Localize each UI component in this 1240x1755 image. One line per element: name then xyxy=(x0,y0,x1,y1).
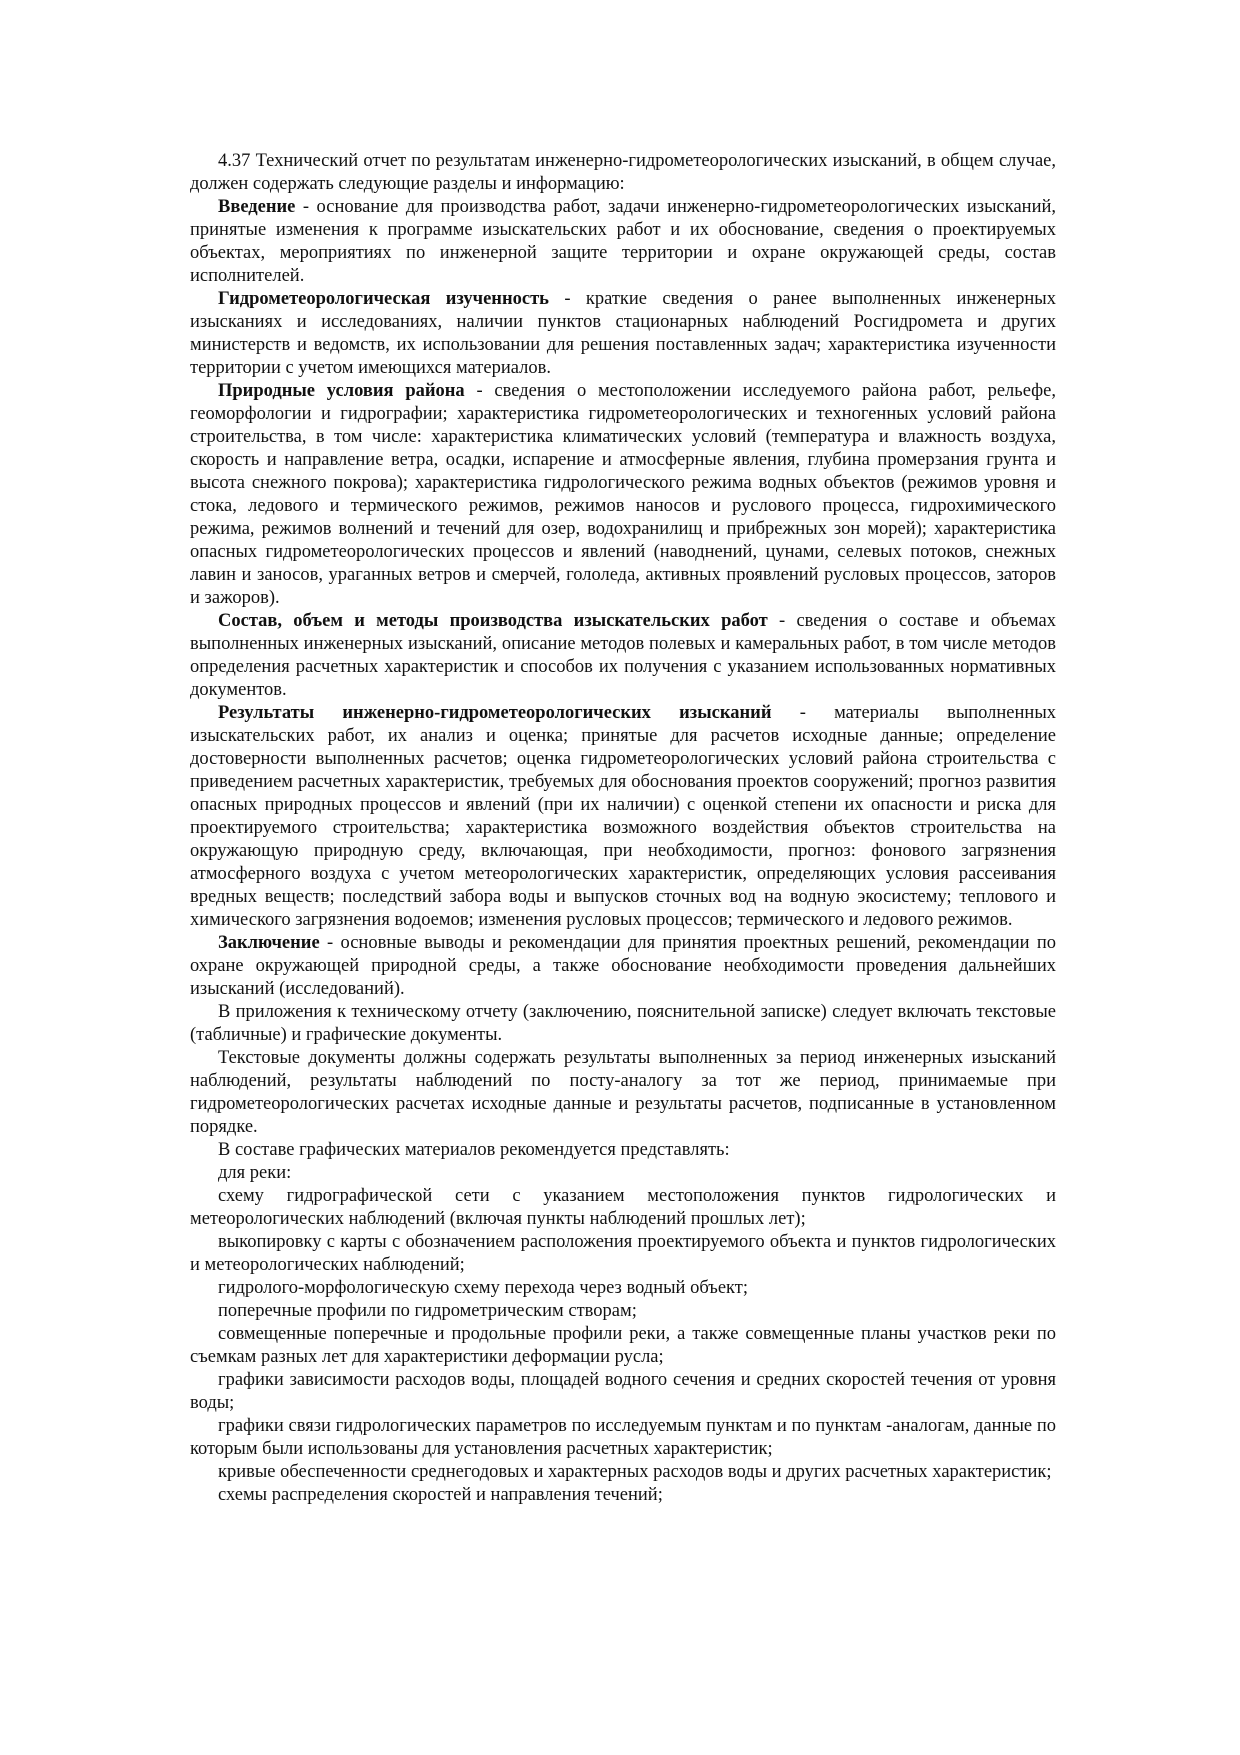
document-page xyxy=(190,150,1056,1507)
paragraph-text: поперечные профили по гидрометрическим створам; xyxy=(218,1301,637,1321)
paragraph-lead: Природные условия района xyxy=(218,381,465,401)
paragraph-graphic-materials xyxy=(190,1139,1056,1162)
paragraph-text: В приложения к техническому отчету (заключению, пояснительной записке) следует включать текстовые (табличные) и графические документы. xyxy=(190,1002,1056,1045)
list-item xyxy=(190,1369,1056,1415)
list-item xyxy=(190,1484,1056,1507)
list-item xyxy=(190,1231,1056,1277)
paragraph-text: 4.37 Технический отчет по результатам инженерно-гидрометеорологических изысканий, в общем случае, должен содержать следующие разделы и информацию: xyxy=(190,151,1056,194)
paragraph-text: - основные выводы и рекомендации для принятия проектных решений, рекомендации по охране окружающей природной среды, а также обоснование необходимости проведения дальнейших изысканий (исследований). xyxy=(190,933,1056,999)
paragraph-natural-conditions xyxy=(190,380,1056,610)
paragraph-text: В составе графических материалов рекомендуется представлять: xyxy=(218,1140,730,1160)
list-item xyxy=(190,1415,1056,1461)
paragraph-lead: Гидрометеорологическая изученность xyxy=(218,289,549,309)
paragraph-text: графики зависимости расходов воды, площадей водного сечения и средних скоростей течения от уровня воды; xyxy=(190,1370,1056,1413)
list-item xyxy=(190,1461,1056,1484)
paragraph-lead: Состав, объем и методы производства изыскательских работ xyxy=(218,611,768,631)
paragraph-hydromet-study xyxy=(190,288,1056,380)
paragraph-lead: Заключение xyxy=(218,933,320,953)
paragraph-for-river xyxy=(190,1162,1056,1185)
paragraph-text: кривые обеспеченности среднегодовых и характерных расходов воды и других расчетных характеристик; xyxy=(218,1462,1052,1482)
paragraph-text: графики связи гидрологических параметров по исследуемым пунктам и по пунктам -аналогам, данные по которым были использованы для установления расчетных характеристик; xyxy=(190,1416,1056,1459)
list-item xyxy=(190,1185,1056,1231)
paragraph-text: - сведения о местоположении исследуемого района работ, рельефе, геоморфологии и гидрографии; характеристика гидрометеорологических и техногенных условий района строительства, в том числе: характеристика климатических условий (температура и влажность воздуха, скорость и направление ветра, осадки, испарение и атмосферные явления, глубина промерзания грунта и высота снежного покрова); характеристика гидрологического режима водных объектов (режимов уровня и стока, ледового и термического режимов, режимов наносов и руслового процесса, гидрохимического режима, режимов волнений и течений для озер, водохранилищ и прибрежных зон морей); характеристика опасных гидрометеорологических процессов и явлений (наводнений, цунами, селевых потоков, снежных лавин и заносов, ураганных ветров и смерчей, гололеда, активных проявлений русловых процессов, заторов и зажоров). xyxy=(190,381,1056,608)
paragraph-text: выкопировку с карты с обозначением расположения проектируемого объекта и пунктов гидрологических и метеорологических наблюдений; xyxy=(190,1232,1056,1275)
paragraph-conclusion xyxy=(190,932,1056,1001)
paragraph-appendices xyxy=(190,1001,1056,1047)
paragraph-text: схему гидрографической сети с указанием местоположения пунктов гидрологических и метеорологических наблюдений (включая пункты наблюдений прошлых лет); xyxy=(190,1186,1056,1229)
paragraph-text: схемы распределения скоростей и направления течений; xyxy=(218,1485,663,1505)
paragraph-text: - сведения о составе и объемах выполненных инженерных изысканий, описание методов полевых и камеральных работ, в том числе методов определения расчетных характеристик и способов их получения с указанием использованных нормативных документов. xyxy=(190,611,1056,700)
paragraph-text: совмещенные поперечные и продольные профили реки, а также совмещенные планы участков реки по съемкам разных лет для характеристики деформации русла; xyxy=(190,1324,1056,1367)
list-item xyxy=(190,1300,1056,1323)
paragraph-introduction xyxy=(190,196,1056,288)
paragraph-results xyxy=(190,702,1056,932)
list-item xyxy=(190,1277,1056,1300)
paragraph-text: гидролого-морфологическую схему перехода через водный объект; xyxy=(218,1278,749,1298)
paragraph-text: - краткие сведения о ранее выполненных инженерных изысканиях и исследованиях, наличии пунктов стационарных наблюдений Росгидромета и других министерств и ведомств, их использовании для решения поставленных задач; характеристика изученности территории с учетом имеющихся материалов. xyxy=(190,289,1056,378)
paragraph-text: Текстовые документы должны содержать результаты выполненных за период инженерных изысканий наблюдений, результаты наблюдений по посту-аналогу за тот же период, принимаемые при гидрометеорологических расчетах исходные данные и результаты расчетов, подписанные в установленном порядке. xyxy=(190,1048,1056,1137)
paragraph-scope-methods xyxy=(190,610,1056,702)
list-item xyxy=(190,1323,1056,1369)
paragraph-text: для реки: xyxy=(218,1163,292,1183)
paragraph-section-4-37 xyxy=(190,150,1056,196)
paragraph-text-documents xyxy=(190,1047,1056,1139)
paragraph-lead: Результаты инженерно-гидрометеорологических изысканий xyxy=(218,703,772,723)
paragraph-lead: Введение xyxy=(218,197,296,217)
paragraph-text: - материалы выполненных изыскательских работ, их анализ и оценка; принятые для расчетов исходные данные; определение достоверности выполненных расчетов; оценка гидрометеорологических условий района строительства с приведением расчетных характеристик, требуемых для обоснования проектов сооружений; прогноз развития опасных природных процессов и явлений (при их наличии) с оценкой степени их опасности и риска для проектируемого строительства; характеристика возможного воздействия объектов строительства на окружающую природную среду, включающая, при необходимости, прогноз: фонового загрязнения атмосферного воздуха с учетом метеорологических характеристик, определяющих условия рассеивания вредных веществ; последствий забора воды и выпусков сточных вод на водную экосистему; теплового и химического загрязнения водоемов; изменения русловых процессов; термического и ледового режимов. xyxy=(190,703,1056,930)
paragraph-text: - основание для производства работ, задачи инженерно-гидрометеорологических изысканий, принятые изменения к программе изыскательских работ и их обоснование, сведения о проектируемых объектах, мероприятиях по инженерной защите территории и охране окружающей среды, состав исполнителей. xyxy=(190,197,1056,286)
